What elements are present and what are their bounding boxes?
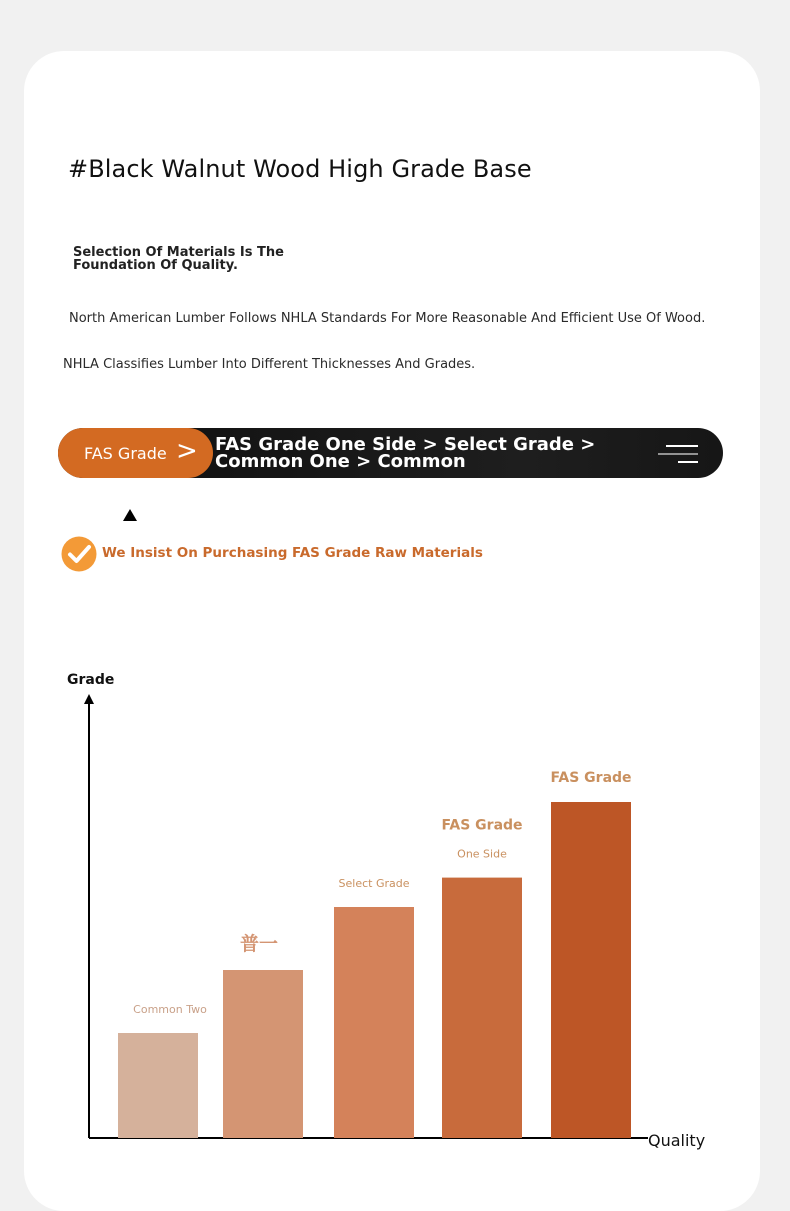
bar-label-3: Select Grade <box>338 877 410 890</box>
bar-label-5: FAS Grade <box>550 770 632 786</box>
page-title: #Black Walnut Wood High Grade Base <box>68 155 532 183</box>
bar-4 <box>442 878 522 1138</box>
bar-3 <box>334 907 414 1138</box>
y-axis-arrow-icon <box>84 694 94 704</box>
bar-label-4-line-2: One Side <box>457 847 507 861</box>
bar-label-2: 普一 <box>239 933 279 955</box>
x-axis-label: Quality <box>648 1131 706 1150</box>
y-axis-label: Grade <box>67 672 115 688</box>
bar-2 <box>223 970 303 1138</box>
bar-label-4-line-1: FAS Grade <box>441 817 523 834</box>
chevron-right-icon: > <box>176 436 198 466</box>
fas-grade-pill-label: FAS Grade <box>84 443 167 463</box>
nhla-description: North American Lumber Follows NHLA Standards For More Reasonable And Efficient Use Of Wood. <box>69 311 706 326</box>
bar-label-1: Common Two <box>133 1003 207 1016</box>
section-subtitle: Selection Of Materials Is The Foundation Of Quality. <box>73 245 284 273</box>
bar-1 <box>118 1033 198 1138</box>
grade-order-text: FAS Grade One Side > Select Grade > Common One > Common <box>215 434 596 472</box>
insist-statement: We Insist On Purchasing FAS Grade Raw Materials <box>102 545 483 561</box>
bar-5 <box>551 802 631 1138</box>
nhla-classification: NHLA Classifies Lumber Into Different Thicknesses And Grades. <box>63 357 476 372</box>
